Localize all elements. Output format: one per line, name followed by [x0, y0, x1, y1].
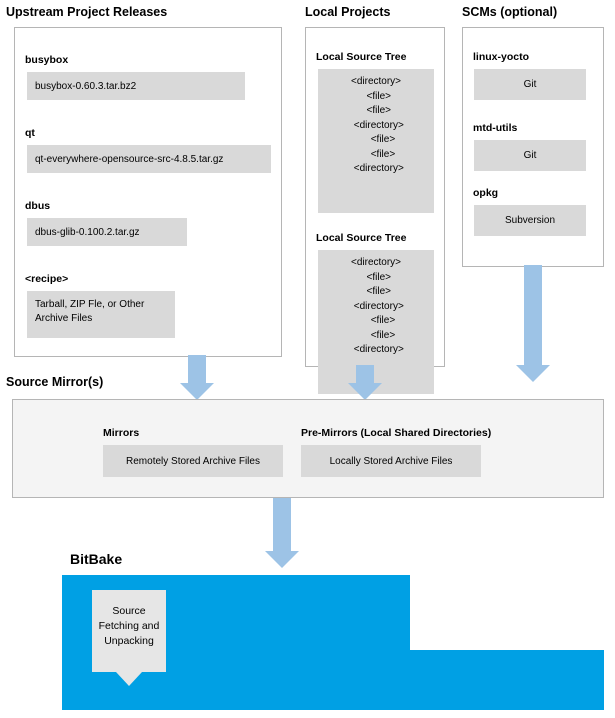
- scm-label-opkg: opkg: [473, 187, 499, 199]
- tree-line: <directory>: [348, 163, 404, 174]
- tree-line: <directory>: [350, 76, 402, 87]
- scms-panel: [462, 27, 604, 267]
- tree-line: <file>: [360, 286, 392, 297]
- pre-mirrors-column-label: Pre-Mirrors (Local Shared Directories): [301, 427, 492, 439]
- tree-line: <directory>: [350, 257, 402, 268]
- tree-line: <file>: [360, 271, 392, 283]
- mirrors-column-label: Mirrors: [103, 427, 140, 439]
- tree-line: <file>: [356, 329, 396, 341]
- scm-label-mtd-utils: mtd-utils: [473, 122, 518, 134]
- section-title-source-mirrors: Source Mirror(s): [6, 375, 104, 389]
- tree-line: <directory>: [348, 119, 404, 131]
- upstream-group-label-qt: qt: [25, 127, 35, 139]
- upstream-group-label-dbus: dbus: [25, 200, 51, 212]
- source-fetching-unpacking-box: [92, 590, 166, 672]
- arrow-upstream-to-mirrors: [177, 355, 217, 400]
- tree-line: <directory>: [348, 344, 404, 355]
- section-title-scms: SCMs (optional): [462, 5, 558, 19]
- upstream-group-label-recipe: <recipe>: [25, 273, 69, 285]
- upstream-group-label-busybox: busybox: [25, 54, 69, 66]
- tree-line: <directory>: [348, 300, 404, 312]
- local-projects-panel: [305, 27, 445, 367]
- fetch-box-notch-icon: [116, 672, 142, 686]
- tree-line: <file>: [356, 148, 396, 160]
- fetch-line-3: Unpacking: [104, 635, 154, 648]
- scm-value-mtd-utils: Git: [474, 140, 586, 171]
- scm-value-opkg: Subversion: [474, 205, 586, 236]
- scm-value-linux-yocto: Git: [474, 69, 586, 100]
- tree-line: <file>: [360, 90, 392, 102]
- section-title-bitbake: BitBake: [70, 551, 123, 567]
- upstream-group-value-recipe: Tarball, ZIP Fle, or Other Archive Files: [27, 291, 175, 338]
- tree-line: <file>: [356, 134, 396, 145]
- source-mirrors-band: [12, 399, 604, 498]
- fetch-line-1: Source: [112, 605, 146, 617]
- pre-mirrors-column-value: Locally Stored Archive Files: [301, 445, 481, 477]
- local-source-tree-1: [318, 69, 434, 213]
- local-tree-label-1: Local Source Tree: [316, 51, 407, 63]
- local-tree-label-2: Local Source Tree: [316, 232, 407, 244]
- fetch-line-2: Fetching and: [98, 620, 160, 633]
- upstream-group-value-qt: qt-everywhere-opensource-src-4.8.5.tar.gz: [27, 145, 271, 173]
- scm-label-linux-yocto: linux-yocto: [473, 51, 530, 63]
- arrow-scms-to-mirrors: [513, 265, 553, 390]
- arrow-mirrors-to-bitbake: [262, 498, 302, 576]
- upstream-group-value-busybox: busybox-0.60.3.tar.bz2: [27, 72, 245, 100]
- tree-line: <file>: [360, 105, 392, 116]
- section-title-upstream: Upstream Project Releases: [6, 5, 168, 19]
- tree-line: <file>: [356, 315, 396, 326]
- mirrors-column-value: Remotely Stored Archive Files: [103, 445, 283, 477]
- upstream-panel: [14, 27, 282, 357]
- upstream-group-value-dbus: dbus-glib-0.100.2.tar.gz: [27, 218, 187, 246]
- section-title-local: Local Projects: [305, 5, 391, 19]
